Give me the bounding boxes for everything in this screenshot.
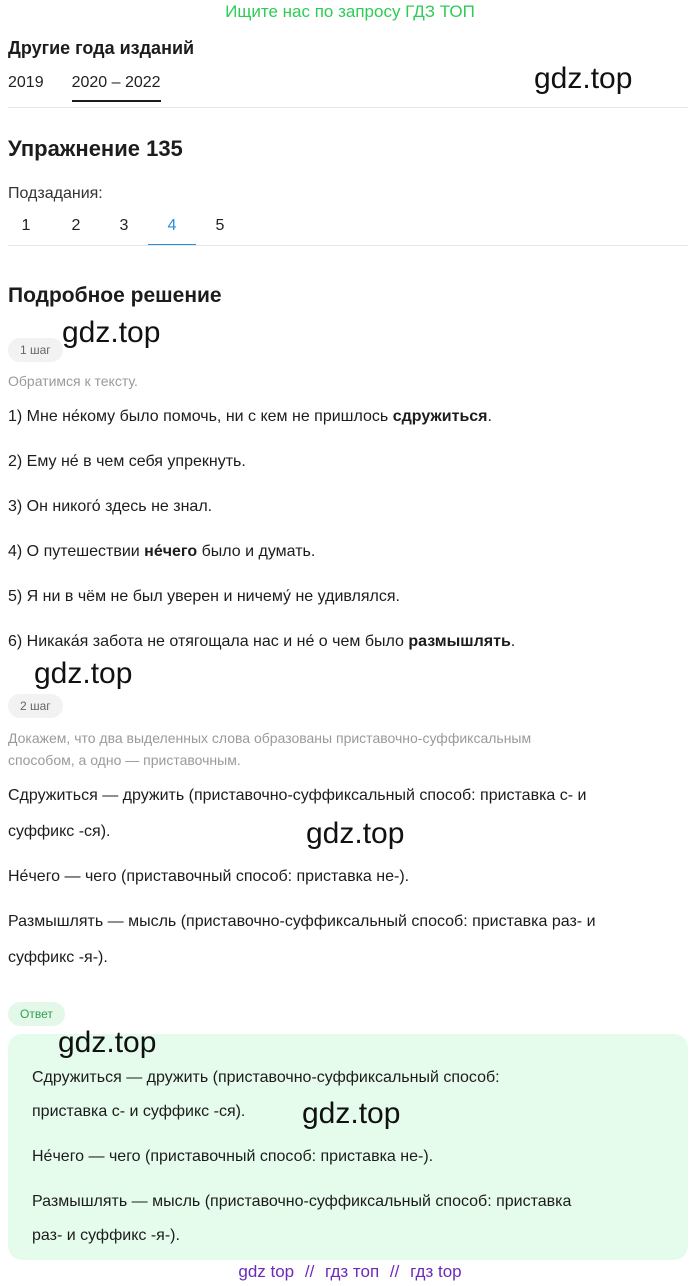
watermark: gdz.top — [534, 62, 633, 95]
step-2-line-continued: суффикс -ся). — [8, 823, 111, 840]
text-line-1: 1) Мне не́кому было помочь, ни с кем не пришлось сдружиться. — [8, 408, 492, 425]
subtasks-label: Подзадания: — [8, 185, 103, 202]
answer-line: Не́чего — чего (приставочный способ: приставка не-). — [32, 1148, 434, 1165]
footer-link[interactable]: гдз топ — [325, 1262, 380, 1281]
footer-separator: // — [389, 1262, 400, 1281]
footer-link[interactable]: gdz top — [238, 1262, 295, 1281]
text-line-6: 6) Никака́я забота не отягощала нас и не́ о чем было размышлять. — [8, 633, 516, 650]
exercise-title: Упражнение 135 — [8, 136, 183, 161]
step-1-hint: Обратимся к тексту. — [8, 373, 138, 389]
step-2-badge: 2 шаг — [8, 694, 63, 718]
step-2-line: Не́чего — чего (приставочный способ: приставка не-). — [8, 868, 410, 885]
divider — [8, 107, 688, 108]
subtask-tab-3[interactable]: 3 — [119, 217, 129, 234]
watermark: gdz.top — [58, 1026, 157, 1059]
answer-line: раз- и суффикс -я-). — [32, 1227, 180, 1244]
subtask-tab-2[interactable]: 2 — [71, 217, 81, 234]
answer-badge: Ответ — [8, 1002, 65, 1026]
text-line-4: 4) О путешествии не́чего было и думать. — [8, 543, 316, 560]
subtask-tab-5[interactable]: 5 — [215, 217, 225, 234]
answer-line: Сдружиться — дружить (приставочно-суффиксальный способ: — [32, 1069, 500, 1086]
step-2-line: Размышлять — мысль (приставочно-суффиксальный способ: приставка раз- и — [8, 913, 596, 930]
subtask-tab-1[interactable]: 1 — [21, 217, 31, 234]
watermark: gdz.top — [302, 1097, 401, 1130]
step-2-hint-line-2: способом, а одно — приставочным. — [8, 752, 241, 768]
solution-title: Подробное решение — [8, 284, 222, 307]
step-2-line-continued: суффикс -я-). — [8, 949, 108, 966]
text-line-3: 3) Он никого́ здесь не знал. — [8, 498, 213, 515]
divider — [8, 245, 688, 246]
subtask-tabs — [0, 208, 244, 246]
text-line-5: 5) Я ни в чём не был уверен и ничему́ не удивлялся. — [8, 588, 400, 605]
promo-banner: Ищите нас по запросу ГДЗ ТОП — [225, 2, 475, 21]
watermark: gdz.top — [34, 657, 133, 690]
step-2-line: Сдружиться — дружить (приставочно-суффиксальный способ: приставка с- и — [8, 787, 587, 804]
answer-line: Размышлять — мысль (приставочно-суффиксальный способ: приставка — [32, 1193, 572, 1210]
footer-link[interactable]: гдз top — [410, 1262, 462, 1281]
year-tab-2019[interactable]: 2019 — [8, 74, 44, 91]
text-line-2: 2) Ему не́ в чем себя упрекнуть. — [8, 453, 246, 470]
subtask-tab-4[interactable]: 4 — [148, 208, 196, 246]
step-2-hint-line-1: Докажем, что два выделенных слова образованы приставочно-суффиксальным — [8, 730, 532, 746]
step-1-badge: 1 шаг — [8, 338, 63, 362]
year-tabs — [8, 66, 189, 102]
watermark: gdz.top — [62, 316, 161, 349]
footer-links — [0, 1262, 700, 1282]
watermark: gdz.top — [306, 817, 405, 850]
footer-separator: // — [304, 1262, 315, 1281]
answer-line: приставка с- и суффикс -ся). — [32, 1103, 246, 1120]
year-tab-2020-2022[interactable]: 2020 – 2022 — [72, 66, 161, 102]
other-years-title: Другие года изданий — [8, 38, 195, 58]
